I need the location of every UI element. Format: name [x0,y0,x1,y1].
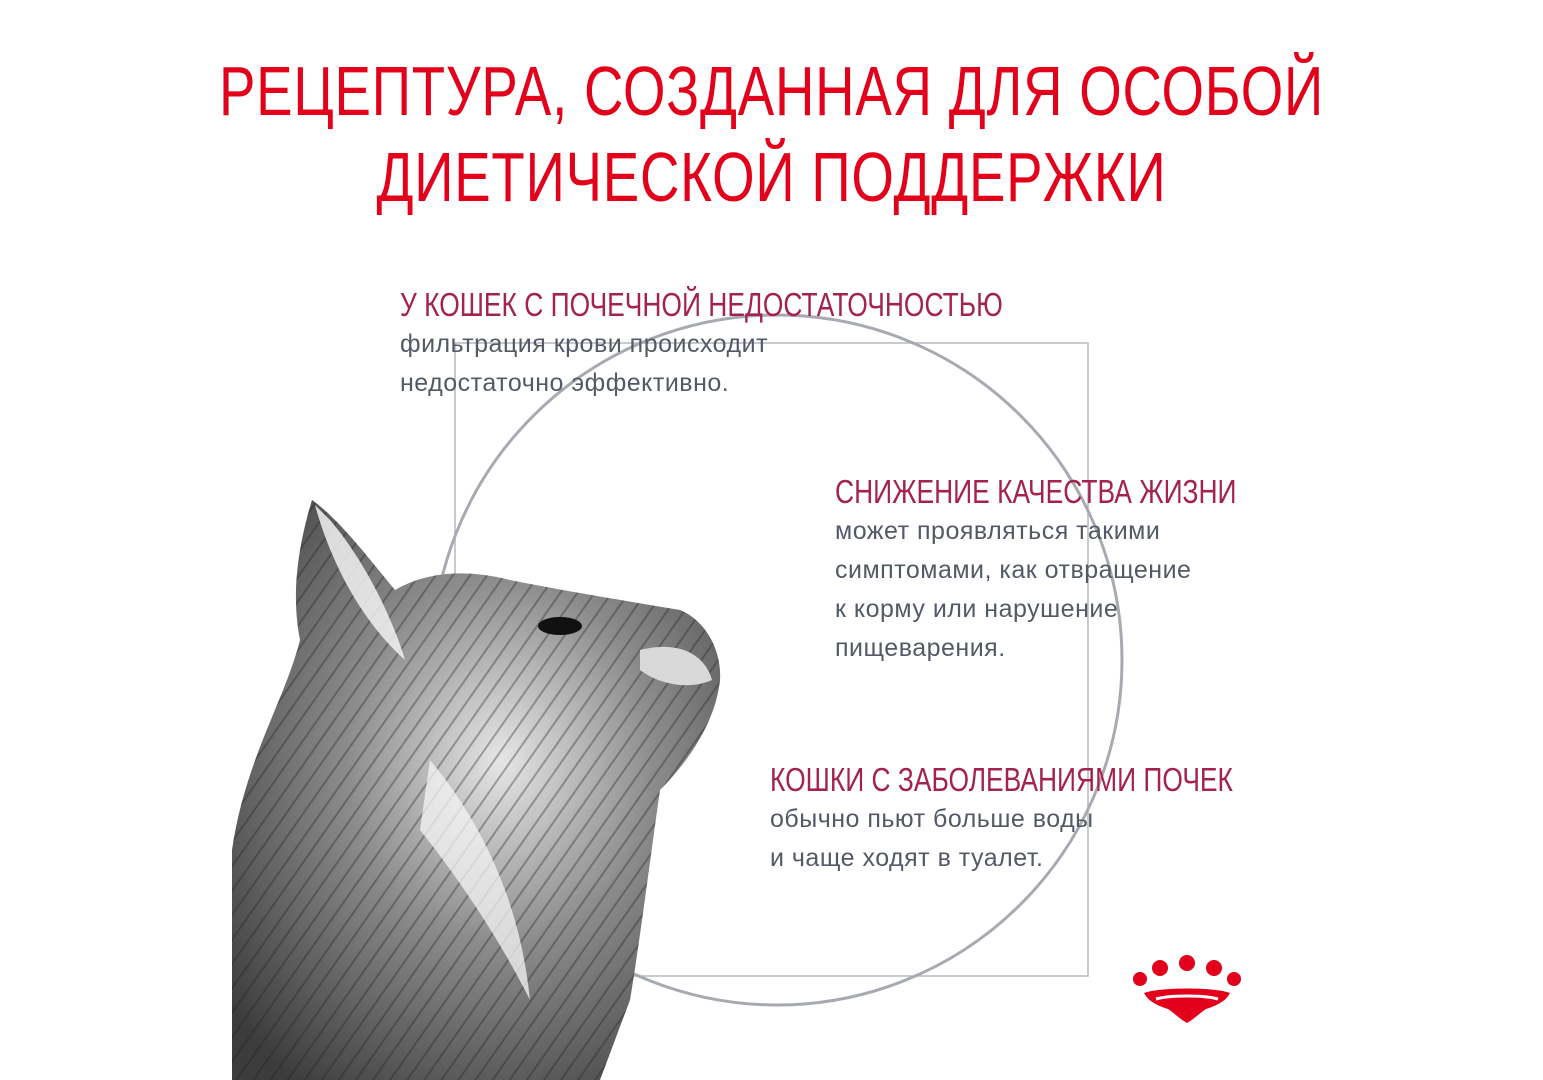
info-block-kidney-disease [770,760,1349,878]
info-text-line: недостаточно эффективно. [400,369,730,397]
info-block-quality-of-life [835,472,1337,668]
info-heading: КОШКИ С ЗАБОЛЕВАНИЯМИ ПОЧЕК [770,761,1233,798]
info-text-line: фильтрация крови происходит [400,330,769,358]
info-text-line: к корму или нарушение [835,595,1119,623]
info-text [835,512,1337,668]
info-text [400,325,1153,403]
info-block-kidney-failure [400,285,1153,403]
title-line-2: ДИЕТИЧЕСКОЙ ПОДДЕРЖКИ [376,138,1167,216]
title-line-1: РЕЦЕПТУРА, СОЗДАННАЯ ДЛЯ ОСОБОЙ [218,52,1325,130]
info-text-line: и чаще ходят в туалет. [770,844,1044,872]
info-heading: СНИЖЕНИЕ КАЧЕСТВА ЖИЗНИ [835,473,1237,510]
info-text [770,800,1349,878]
info-text-line: может проявляться такими [835,517,1161,545]
page-title [170,48,1374,220]
info-text-line: пищеварения. [835,634,1006,662]
info-text-line: обычно пьют больше воды [770,805,1094,833]
royal-crown-icon [1130,955,1245,1025]
info-heading: У КОШЕК С ПОЧЕЧНОЙ НЕДОСТАТОЧНОСТЬЮ [400,286,1003,323]
info-text-line: симптомами, как отвращение [835,556,1192,584]
